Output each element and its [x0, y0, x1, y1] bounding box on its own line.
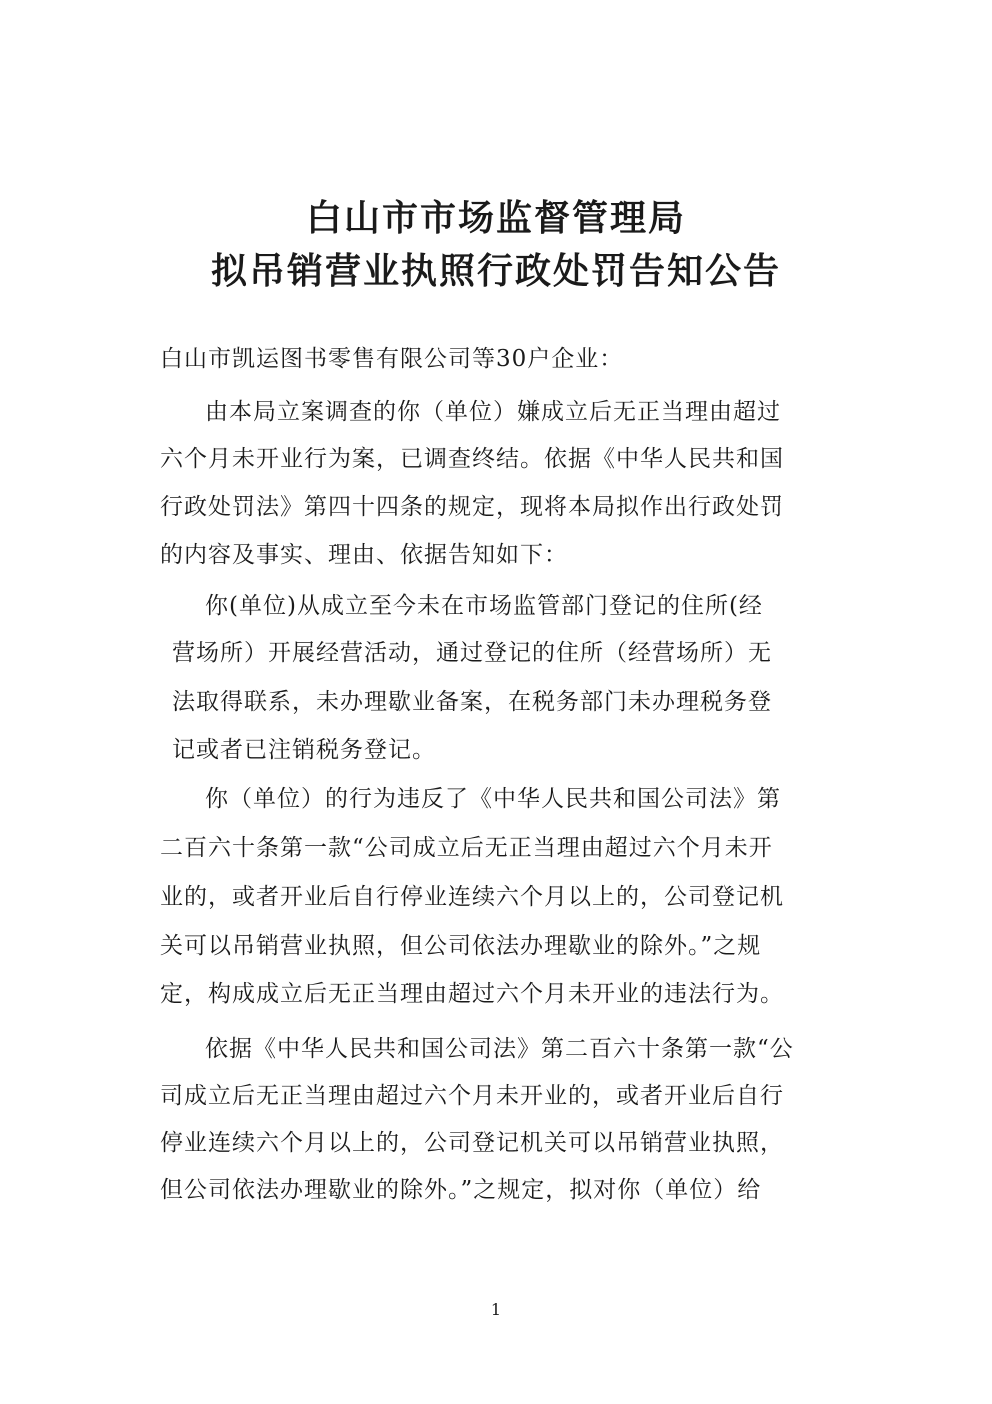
page-number: 1 — [490, 1300, 502, 1319]
paragraph-2-line: 你(单位)从成立至今未在市场监管部门登记的住所(经 — [205, 593, 763, 619]
title-line-1: 白山市市场监督管理局 — [305, 198, 686, 239]
paragraph-4-line: 停业连续六个月以上的，公司登记机关可以吊销营业执照， — [160, 1130, 784, 1156]
paragraph-2-line: 营场所）开展经营活动，通过登记的住所（经营场所）无 — [172, 640, 772, 666]
addressee-line: 白山市凯运图书零售有限公司等30户企业： — [160, 346, 624, 372]
paragraph-3-line: 定，构成成立后无正当理由超过六个月未开业的违法行为。 — [160, 981, 784, 1007]
paragraph-4-line: 依据《中华人民共和国公司法》第二百六十条第一款“公 — [205, 1036, 794, 1062]
paragraph-4-line: 但公司依法办理歇业的除外。”之规定，拟对你（单位）给 — [160, 1177, 762, 1203]
paragraph-1-line: 的内容及事实、理由、依据告知如下： — [160, 542, 568, 568]
paragraph-1-line: 由本局立案调查的你（单位）嫌成立后无正当理由超过 — [205, 399, 781, 425]
paragraph-1-line: 行政处罚法》第四十四条的规定，现将本局拟作出行政处罚 — [160, 494, 784, 520]
paragraph-1-line: 六个月未开业行为案，已调查终结。依据《中华人民共和国 — [160, 446, 784, 472]
paragraph-3-line: 业的，或者开业后自行停业连续六个月以上的，公司登记机 — [160, 884, 784, 910]
paragraph-3-line: 你（单位）的行为违反了《中华人民共和国公司法》第 — [205, 786, 781, 812]
paragraph-4-line: 司成立后无正当理由超过六个月未开业的，或者开业后自行 — [160, 1083, 784, 1109]
paragraph-2-line: 法取得联系，未办理歇业备案，在税务部门未办理税务登 — [172, 689, 772, 715]
paragraph-3-line: 二百六十条第一款“公司成立后无正当理由超过六个月未开 — [160, 835, 773, 861]
paragraph-2-line: 记或者已注销税务登记。 — [172, 737, 436, 763]
title-line-2: 拟吊销营业执照行政处罚告知公告 — [210, 251, 781, 292]
paragraph-3-line: 关可以吊销营业执照，但公司依法办理歇业的除外。”之规 — [160, 933, 762, 959]
